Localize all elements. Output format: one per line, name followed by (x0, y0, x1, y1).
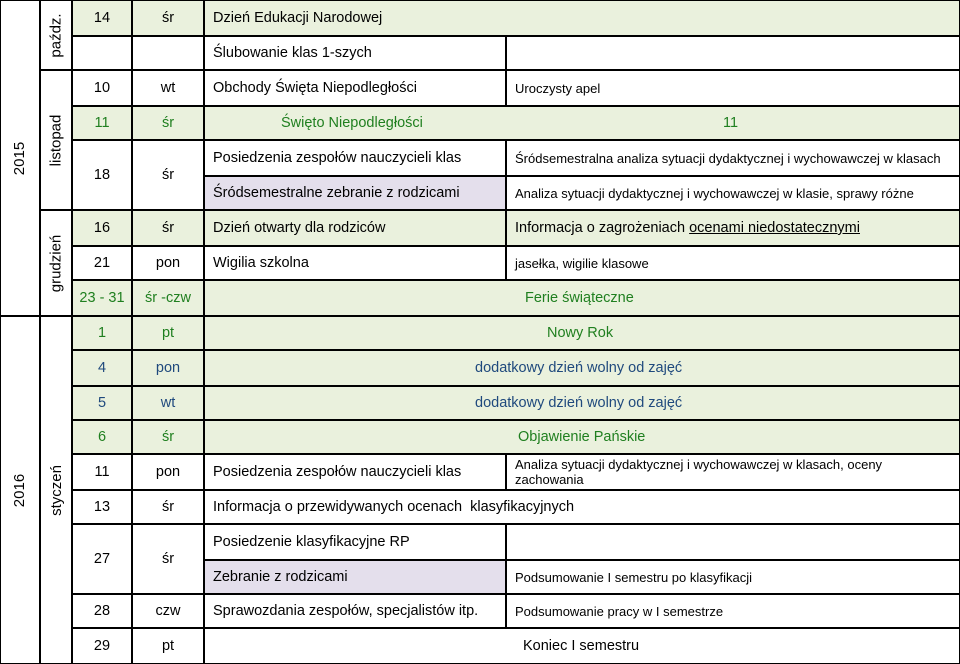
row12-dow: śr (132, 420, 204, 454)
row14-day: 13 (72, 490, 132, 524)
row17-event: Koniec I semestru (204, 628, 960, 664)
row11-day: 5 (72, 386, 132, 420)
row14-dow: śr (132, 490, 204, 524)
year-2016-label: 2016 (11, 473, 29, 507)
row15-event-b: Zebranie z rodzicami (204, 560, 506, 594)
year-2016-cell (0, 316, 40, 664)
row5-day: 18 (72, 140, 132, 210)
year-2015-label: 2015 (11, 141, 29, 175)
row15-dow: śr (132, 524, 204, 594)
month-pazdz-cell (40, 0, 72, 70)
month-listopad-label: listopad (47, 114, 65, 166)
row7-event: Wigilia szkolna (204, 246, 506, 280)
row14-event: Informacja o przewidywanych ocenach klasyfikacyjnych (204, 490, 960, 524)
row10-event: dodatkowy dzień wolny od zajęć (204, 350, 960, 386)
row3-event: Obchody Święta Niepodległości (204, 70, 506, 106)
row6-dow: śr (132, 210, 204, 246)
month-listopad-cell (40, 70, 72, 210)
row11-dow: wt (132, 386, 204, 420)
row12-event: Objawienie Pańskie (204, 420, 960, 454)
row3-dow: wt (132, 70, 204, 106)
row5-note-a: Śródsemestralna analiza sytuacji dydaktycznej i wychowawczej w klasach (506, 140, 960, 176)
row1-day: 14 (72, 0, 132, 36)
row2-event: Ślubowanie klas 1-szych (204, 36, 506, 70)
row4-dow: śr (132, 106, 204, 140)
month-styczen-cell (40, 316, 72, 664)
row6-event: Dzień otwarty dla rodziców (204, 210, 506, 246)
row6-note: Informacja o zagrożeniach ocenami niedostatecznymi (506, 210, 960, 246)
row5-dow: śr (132, 140, 204, 210)
row6-day: 16 (72, 210, 132, 246)
row3-note: Uroczysty apel (506, 70, 960, 106)
row7-dow: pon (132, 246, 204, 280)
year-2015-cell (0, 0, 40, 316)
row15-note-a (506, 524, 960, 560)
row6-note-underlined: ocenami niedostatecznymi (689, 220, 860, 236)
row5-note-b: Analiza sytuacji dydaktycznej i wychowawczej w klasie, sprawy różne (506, 176, 960, 210)
row2-day (72, 36, 132, 70)
row9-day: 1 (72, 316, 132, 350)
month-grudzien-label: grudzień (47, 234, 65, 292)
row12-day: 6 (72, 420, 132, 454)
row1-dow: śr (132, 0, 204, 36)
row10-day: 4 (72, 350, 132, 386)
row1-event: Dzień Edukacji Narodowej (204, 0, 960, 36)
row2-dow (132, 36, 204, 70)
row13-event: Posiedzenia zespołów nauczycieli klas (204, 454, 506, 490)
row15-day: 27 (72, 524, 132, 594)
row4-day: 11 (72, 106, 132, 140)
row4-event: Święto Niepodległości 11 (204, 106, 960, 140)
month-styczen-label: styczeń (47, 464, 65, 516)
row8-event: Ferie świąteczne (204, 280, 960, 316)
row2-note (506, 36, 960, 70)
row7-day: 21 (72, 246, 132, 280)
row13-day: 11 (72, 454, 132, 490)
row7-note: jasełka, wigilie klasowe (506, 246, 960, 280)
row15-note-b: Podsumowanie I semestru po klasyfikacji (506, 560, 960, 594)
row8-day: 23 - 31 (72, 280, 132, 316)
row16-event: Sprawozdania zespołów, specjalistów itp. (204, 594, 506, 628)
row4-note: 11 (723, 115, 739, 131)
row17-day: 29 (72, 628, 132, 664)
row16-dow: czw (132, 594, 204, 628)
month-pazdz-label: paźdz. (47, 12, 65, 58)
month-grudzien-cell (40, 210, 72, 316)
row15-event-a: Posiedzenie klasyfikacyjne RP (204, 524, 506, 560)
row3-day: 10 (72, 70, 132, 106)
row8-dow: śr -czw (132, 280, 204, 316)
row16-day: 28 (72, 594, 132, 628)
row13-dow: pon (132, 454, 204, 490)
row9-event: Nowy Rok (204, 316, 960, 350)
row5-event-a: Posiedzenia zespołów nauczycieli klas (204, 140, 506, 176)
row17-dow: pt (132, 628, 204, 664)
row11-event: dodatkowy dzień wolny od zajęć (204, 386, 960, 420)
row10-dow: pon (132, 350, 204, 386)
row13-note: Analiza sytuacji dydaktycznej i wychowawczej w klasach, oceny zachowania (506, 454, 960, 490)
row9-dow: pt (132, 316, 204, 350)
row5-event-b: Śródsemestralne zebranie z rodzicami (204, 176, 506, 210)
row16-note: Podsumowanie pracy w I semestrze (506, 594, 960, 628)
